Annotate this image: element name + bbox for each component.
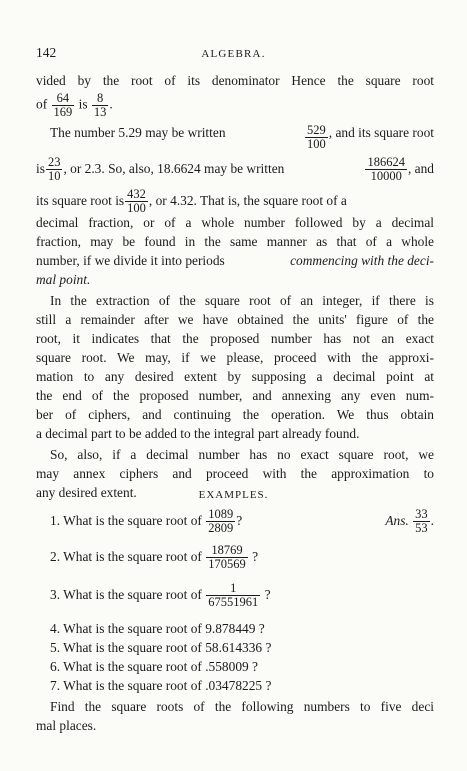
text-fragment: .	[430, 513, 434, 529]
text-line: ber of ciphers, and continuing the operation. We thus obtain	[36, 407, 434, 422]
numerator: 529	[307, 123, 326, 137]
example-2	[50, 544, 258, 571]
fraction	[206, 544, 248, 571]
denominator: 169	[53, 105, 73, 119]
fraction	[365, 156, 407, 183]
text-fragment: , or 4.32. That is, the square root of a	[148, 193, 347, 209]
text-fragment: of	[36, 96, 48, 112]
text-line: any desired extent.	[36, 485, 137, 500]
text-fragment: , and its square root	[328, 125, 434, 140]
example-text: 2. What is the square root of	[50, 549, 202, 565]
example-7: 7. What is the square root of .03478225 ?	[50, 678, 272, 693]
text-line: fraction, may be found in the same manner as that of a whole	[36, 234, 434, 249]
denominator: 10000	[365, 169, 407, 183]
example-text: 1. What is the square root of	[50, 513, 202, 529]
numerator: 1089	[208, 507, 234, 521]
text-fragment: The number 5.29 may be written	[50, 125, 226, 140]
text-line: mation to any desired extent by supposing a decimal point at	[36, 369, 434, 384]
text-fragment: , or 2.3. So, also, 18.6624 may be written	[63, 161, 285, 177]
example-4: 4. What is the square root of 9.878449 ?	[50, 621, 265, 636]
denominator: 170569	[208, 557, 246, 571]
denominator: 100	[307, 137, 326, 151]
text-fragment: ?	[236, 513, 243, 529]
instruction-line: Find the square roots of the following numbers to five deci	[50, 699, 434, 714]
running-head: ALGEBRA.	[201, 48, 266, 60]
fraction	[46, 156, 63, 183]
denominator: 53	[415, 521, 428, 535]
denominator: 10	[47, 169, 61, 183]
page-header	[36, 44, 431, 62]
numerator: 64	[56, 91, 70, 105]
denominator: 13	[93, 105, 107, 119]
example-1-answer	[385, 508, 434, 535]
text-fragment: number, if we divide it into periods	[36, 253, 225, 268]
text-line: still a remainder after we have obtained the units' figure of the	[36, 312, 434, 327]
fraction	[305, 124, 328, 151]
text-line: may annex ciphers and proceed with the approximation to	[36, 466, 434, 481]
text-fragment: its square root is	[36, 193, 125, 209]
text-line: root, it indicates that the proposed number has not an exact	[36, 331, 434, 346]
fraction	[413, 508, 430, 535]
numerator: 23	[47, 155, 61, 169]
text-line: the end of the proposed number, and annexing any even num-	[36, 388, 434, 403]
example-6: 6. What is the square root of .558009 ?	[50, 659, 259, 674]
italic-fragment: mal point.	[36, 272, 91, 287]
text-fragment: is	[78, 96, 88, 112]
page-number: 142	[36, 45, 57, 60]
text-line	[36, 271, 90, 290]
text-line-fractions	[36, 188, 434, 215]
numerator: 432	[127, 187, 146, 201]
example-5: 5. What is the square root of 58.614336 ?	[50, 640, 272, 655]
instruction-line: mal places.	[36, 718, 97, 733]
text-line: a decimal part to be added to the integral part already found.	[36, 426, 360, 441]
text-line: square root. We may, if we please, proceed with the approxi-	[36, 350, 434, 365]
text-line: So, also, if a decimal number has no exact square root, we	[50, 447, 434, 462]
text-fragment: ?	[252, 549, 259, 565]
denominator: 2809	[208, 521, 234, 535]
examples-list	[36, 508, 434, 738]
fraction	[206, 582, 260, 609]
text-fragment: is	[36, 161, 45, 177]
text-line-fractions	[50, 124, 434, 151]
denominator: 100	[127, 201, 146, 215]
fraction	[206, 508, 235, 535]
numerator: 18769	[211, 543, 243, 557]
text-fragment: ?	[264, 587, 271, 603]
text-line-fractions	[36, 156, 434, 183]
numerator: 8	[97, 91, 104, 105]
example-text: 3. What is the square root of	[50, 587, 202, 603]
italic-fragment: commencing with the deci-	[290, 253, 434, 268]
text-line-fractions	[36, 92, 113, 119]
examples-heading: EXAMPLES.	[198, 489, 269, 501]
text-fragment: .	[109, 96, 113, 112]
text-line: In the extraction of the square root of an integer, if there is	[50, 293, 434, 308]
answer-label: Ans.	[385, 513, 409, 529]
fraction	[125, 188, 148, 215]
fraction	[52, 92, 75, 119]
text-line: vided by the root of its denominator Hence the square root	[36, 73, 434, 88]
text-line	[36, 252, 434, 271]
denominator: 67551961	[208, 595, 259, 609]
example-1	[50, 508, 242, 535]
fraction	[92, 92, 109, 119]
example-3	[50, 582, 271, 609]
numerator: 1	[230, 581, 237, 595]
text-fragment: , and	[407, 161, 434, 177]
numerator: 186624	[367, 155, 405, 169]
numerator: 33	[415, 507, 428, 521]
text-line: decimal fraction, or of a whole number followed by a decimal	[36, 215, 434, 230]
